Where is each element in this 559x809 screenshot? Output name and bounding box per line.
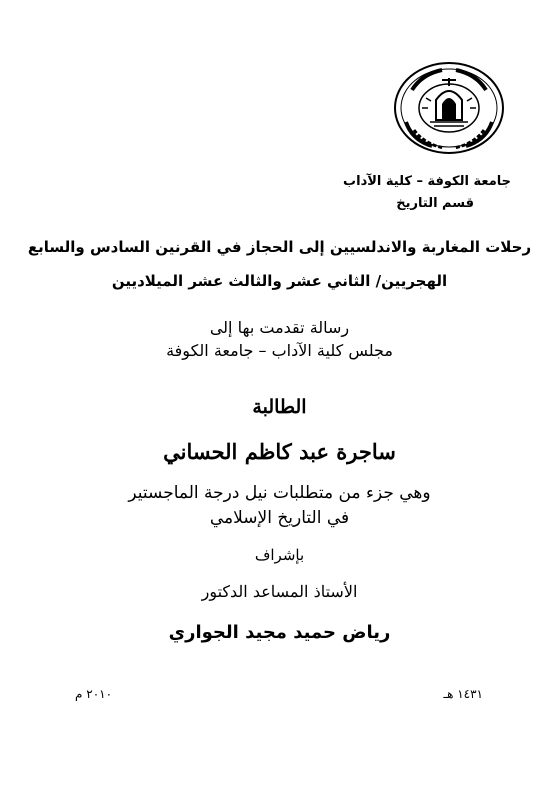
- submission-line-2: مجلس كلية الآداب – جامعة الكوفة: [166, 341, 393, 360]
- supervisor-title: الأستاذ المساعد الدكتور: [201, 582, 358, 601]
- submission-line-1: رسالة تقدمت بها إلى: [209, 318, 350, 337]
- gregorian-date: ٢٠١٠ م: [75, 687, 113, 701]
- supervisor-name: رياض حميد مجيد الجواري: [168, 622, 391, 643]
- student-name: ساجرة عبد كاظم الحساني: [163, 439, 396, 464]
- requirement-line-2: في التاريخ الإسلامي: [209, 508, 350, 528]
- requirement-line-1: وهي جزء من متطلبات نيل درجة الماجستير: [128, 483, 431, 503]
- supervision-label: بإشراف: [254, 546, 305, 564]
- university-seal-icon: [392, 60, 506, 156]
- thesis-title-line-2: الهجريين/ الثاني عشر والثالث عشر الميلاديين: [111, 272, 448, 290]
- university-faculty-line: جامعة الكوفة – كلية الآداب: [343, 174, 511, 189]
- department-line: قسم التاريخ: [396, 196, 474, 211]
- thesis-title-line-1: رحلات المغاربة والاندلسيين إلى الحجاز في القرنين السادس والسابع: [27, 238, 532, 256]
- student-label: الطالبة: [252, 396, 307, 418]
- hijri-date: ١٤٣١ هـ: [443, 687, 483, 701]
